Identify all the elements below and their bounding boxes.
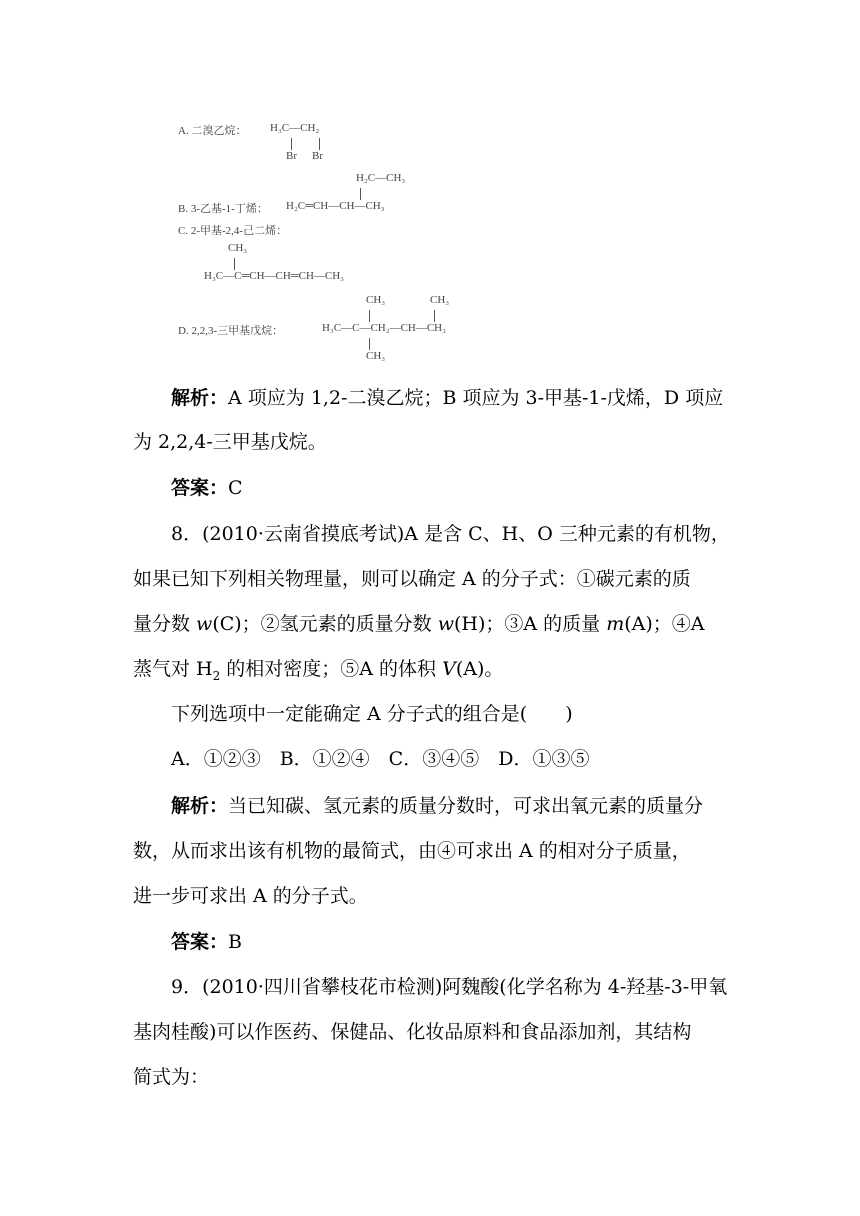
question-text: 量分数 xyxy=(133,613,197,635)
option-d-branch: CH₃ xyxy=(366,294,386,306)
option-d-branch: CH₃ xyxy=(430,294,450,306)
question-text: (A)。 xyxy=(455,658,504,680)
question-text: (A)；④A xyxy=(624,613,705,635)
q7-analysis-cont xyxy=(133,420,733,464)
question-text: 的相对密度；⑤A 的体积 xyxy=(220,658,443,680)
question-text: 9．(2010·四川省攀枝花市检测)阿魏酸(化学名称为 4-羟基-3-甲氧 xyxy=(171,976,728,998)
option-b-formula: H₂C═CH—CH—CH₃ xyxy=(286,200,385,212)
answer-label: 答案： xyxy=(171,477,229,499)
option-d-formula: H₃C—C—CH₂—CH—CH₃ xyxy=(322,322,446,334)
structure-figure xyxy=(178,118,518,370)
q8-stem-line3 xyxy=(133,602,733,646)
bond-line xyxy=(434,310,435,322)
q8-analysis-cont xyxy=(133,829,733,873)
option-b-label: B. 3-乙基-1-丁烯： xyxy=(178,203,268,215)
q8-stem-line4 xyxy=(133,647,733,698)
q8-analysis xyxy=(133,784,733,828)
option-c-branch: CH₃ xyxy=(228,242,248,254)
q8-answer xyxy=(133,920,733,964)
question-text: (C)；②氢元素的质量分数 xyxy=(212,613,438,635)
option-c-label: C. 2-甲基-2,4-己二烯： xyxy=(178,225,288,237)
q9-stem-line2 xyxy=(133,1010,733,1054)
bond-line xyxy=(360,188,361,200)
subscript: 2 xyxy=(212,668,221,683)
question-text: 简式为： xyxy=(133,1066,210,1088)
q8-stem xyxy=(133,512,733,556)
answer-value: C xyxy=(228,477,243,499)
analysis-text: 数，从而求出该有机物的最简式，由④可求出 A 的相对分子质量， xyxy=(133,840,691,862)
analysis-label: 解析： xyxy=(171,387,229,409)
q9-stem xyxy=(133,965,733,1009)
option-a-label: A. 二溴乙烷： xyxy=(178,125,247,137)
option-a-formula: H₃C—CH₂ xyxy=(270,122,320,134)
q9-stem-line3 xyxy=(133,1055,733,1099)
q8-question xyxy=(133,692,733,736)
question-text: 如果已知下列相关物理量，则可以确定 A 的分子式：①碳元素的质 xyxy=(133,568,691,590)
analysis-text: 为 2,2,4-三甲基戊烷。 xyxy=(133,431,327,453)
options-text: A．①②③ B．①②④ C．③④⑤ D．①③⑤ xyxy=(171,748,590,770)
option-d-branch: CH₃ xyxy=(366,350,386,362)
bromine-label: Br xyxy=(312,150,323,162)
analysis-text: 当已知碳、氢元素的质量分数时，可求出氧元素的质量分 xyxy=(228,795,704,817)
bond-line xyxy=(319,138,320,150)
q8-options xyxy=(133,737,733,781)
analysis-label: 解析： xyxy=(171,795,229,817)
option-b-branch: H₂C—CH₃ xyxy=(356,172,406,184)
bond-line xyxy=(369,310,370,322)
bond-line xyxy=(369,338,370,350)
q7-answer xyxy=(133,466,733,510)
analysis-text: 进一步可求出 A 的分子式。 xyxy=(133,885,368,907)
symbol-m: m xyxy=(606,613,625,635)
q8-analysis-cont xyxy=(133,874,733,918)
symbol-w: w xyxy=(196,613,213,635)
analysis-text: A 项应为 1,2-二溴乙烷；B 项应为 3-甲基-1-戊烯，D 项应 xyxy=(228,387,724,409)
q8-stem-line2 xyxy=(133,557,733,601)
answer-label: 答案： xyxy=(171,931,229,953)
question-text: 蒸气对 H xyxy=(133,658,213,680)
question-text: 基肉桂酸)可以作医药、保健品、化妆品原料和食品添加剂，其结构 xyxy=(133,1021,692,1043)
question-text: (H)；③A 的质量 xyxy=(453,613,607,635)
symbol-v: V xyxy=(442,658,456,680)
answer-value: B xyxy=(228,931,242,953)
question-text: 下列选项中一定能确定 A 分子式的组合是( ) xyxy=(171,703,573,725)
q7-analysis xyxy=(133,376,733,420)
bond-line xyxy=(291,138,292,150)
bromine-label: Br xyxy=(286,150,297,162)
bond-line xyxy=(234,258,235,270)
symbol-w: w xyxy=(437,613,454,635)
option-d-label: D. 2,2,3-三甲基戊烷： xyxy=(178,325,284,337)
question-text: 8．(2010·云南省摸底考试)A 是含 C、H、O 三种元素的有机物， xyxy=(171,523,730,545)
option-c-formula: H₃C—C═CH—CH═CH—CH₃ xyxy=(204,270,344,282)
